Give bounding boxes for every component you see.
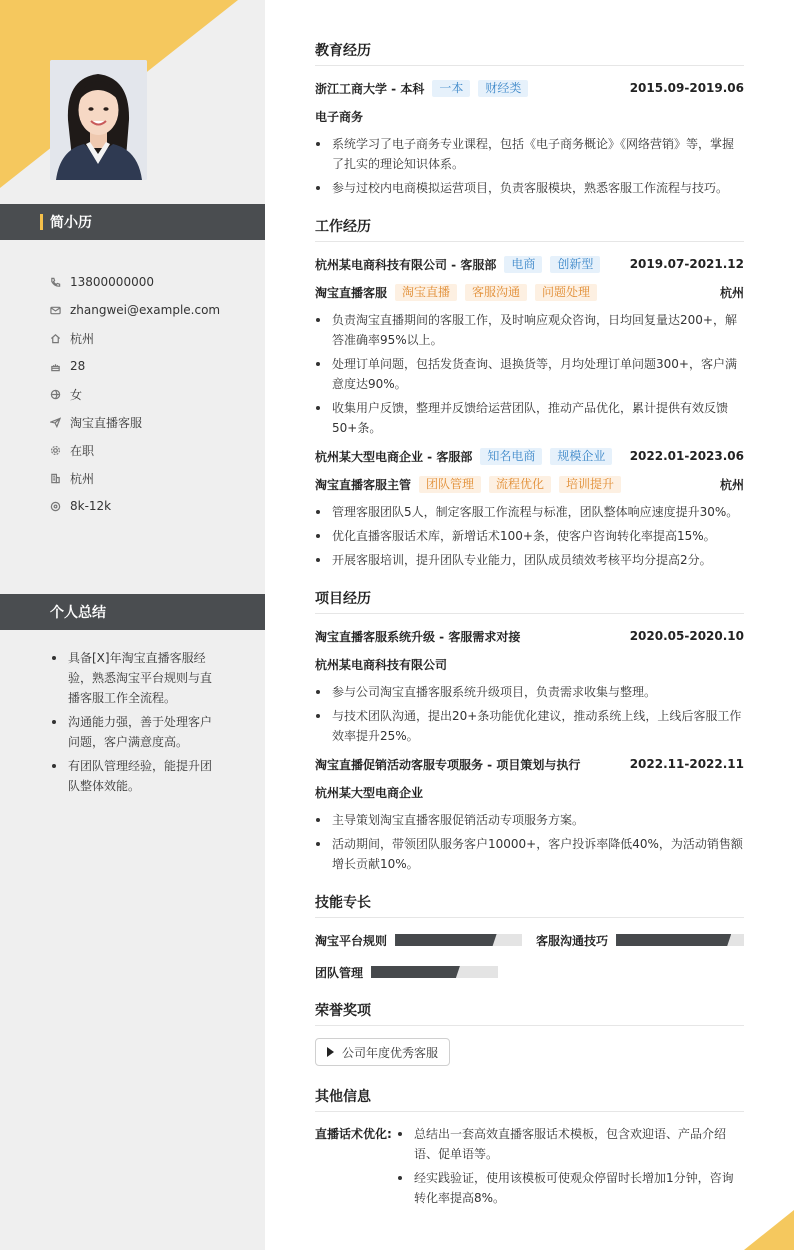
tag: 创新型: [550, 256, 600, 273]
skill-bar: [395, 934, 522, 946]
skill-bar: [616, 934, 744, 946]
tag: 问题处理: [535, 284, 597, 301]
list-item: 管理客服团队5人，制定客服工作流程与标准，团队整体响应速度提升30%。: [315, 502, 744, 522]
list-item: 开展客服培训，提升团队专业能力，团队成员绩效考核平均分提高2分。: [315, 550, 744, 570]
section-title: 工作经历: [315, 216, 744, 242]
list-item: 总结出一套高效直播客服话术模板，包含欢迎语、产品介绍语、促单语等。: [397, 1124, 744, 1164]
info-text: 淘宝直播客服: [70, 415, 143, 430]
tag: 知名电商: [480, 448, 542, 465]
info-status: [50, 436, 250, 464]
info-email: [50, 296, 250, 324]
main-content: [315, 40, 744, 1212]
profile-title-bar: [0, 204, 265, 240]
list-item: 系统学习了电子商务专业课程，包括《电子商务概论》《网络营销》等，掌握了扎实的理论知识体系。: [315, 134, 744, 174]
skill-fill: [371, 966, 460, 978]
other-label: 直播话术优化:: [315, 1127, 392, 1141]
other-bullets: [397, 1124, 744, 1212]
info-phone: [50, 268, 250, 296]
info-text: 8k-12k: [70, 499, 112, 513]
project-name: 淘宝直播客服系统升级 - 客服需求对接: [315, 629, 521, 644]
list-item: 沟通能力强，善于处理客户问题，客户满意度高。: [50, 712, 220, 752]
job-entry: [315, 446, 744, 570]
list-item: 参与公司淘宝直播客服系统升级项目，负责需求收集与整理。: [315, 682, 744, 702]
info-position: [50, 408, 250, 436]
date: 2019.07-2021.12: [629, 257, 744, 271]
project-header: [315, 626, 744, 646]
gender-icon: [50, 387, 70, 401]
skill-name: 客服沟通技巧: [536, 933, 609, 948]
info-text: 28: [70, 359, 86, 373]
info-gender: [50, 380, 250, 408]
skill-bar: [371, 966, 498, 978]
cake-icon: [50, 359, 70, 373]
major-name: 电子商务: [315, 109, 364, 124]
project-entry: [315, 754, 744, 874]
mail-icon: [50, 303, 70, 317]
other-section: [315, 1086, 744, 1212]
corner-decoration: [744, 1210, 794, 1250]
city: 杭州: [719, 477, 744, 492]
info-salary: [50, 492, 250, 520]
tag: 财经类: [478, 80, 528, 97]
list-item: 优化直播客服话术库，新增话术100+条，使客户咨询转化率提高15%。: [315, 526, 744, 546]
project-entry: [315, 626, 744, 746]
skill-fill: [616, 934, 731, 946]
list-item: 主导策划淘宝直播客服促销活动专项服务方案。: [315, 810, 744, 830]
skill-item: [315, 930, 536, 950]
skills-section: [315, 892, 744, 994]
tag: 客服沟通: [465, 284, 527, 301]
project-header: [315, 754, 744, 774]
awards-section: [315, 1000, 744, 1066]
section-title: 项目经历: [315, 588, 744, 614]
education-section: [315, 40, 744, 198]
skills-list: [315, 930, 744, 994]
info-text: 女: [70, 387, 83, 402]
avatar: [50, 60, 147, 180]
projects-section: [315, 588, 744, 874]
job-header: [315, 446, 744, 466]
list-item: 与技术团队沟通，提出20+条功能优化建议，推动系统上线，上线后客服工作效率提升25%。: [315, 706, 744, 746]
major: [315, 106, 744, 126]
info-text: zhangwei@example.com: [70, 303, 221, 317]
tag: 培训提升: [559, 476, 621, 493]
skill-name: 团队管理: [315, 965, 364, 980]
date: 2015.09-2019.06: [629, 81, 744, 95]
info-age: [50, 352, 250, 380]
tag: 团队管理: [419, 476, 481, 493]
job-bullets: [315, 310, 744, 438]
skill-name: 淘宝平台规则: [315, 933, 388, 948]
skill-item: [536, 930, 744, 950]
work-section: [315, 216, 744, 570]
coin-icon: [50, 499, 70, 513]
job-role: [315, 474, 744, 494]
contact-info: [50, 268, 250, 520]
home-icon: [50, 331, 70, 345]
date: 2022.01-2023.06: [629, 449, 744, 463]
tag: 流程优化: [489, 476, 551, 493]
job-bullets: [315, 502, 744, 570]
project-name: 淘宝直播促销活动客服专项服务 - 项目策划与执行: [315, 757, 581, 772]
tag: 电商: [504, 256, 542, 273]
tag: 一本: [432, 80, 470, 97]
phone-icon: [50, 275, 70, 289]
list-item: 参与过校内电商模拟运营项目，负责客服模块，熟悉客服工作流程与技巧。: [315, 178, 744, 198]
info-text: 杭州: [70, 471, 95, 486]
list-item: 经实践验证，使用该模板可使观众停留时长增加1分钟，咨询转化率提高8%。: [397, 1168, 744, 1208]
company-name: 杭州某电商科技有限公司 - 客服部: [315, 257, 497, 272]
sidebar: [0, 0, 265, 1250]
list-item: 具备[X]年淘宝直播客服经验，熟悉淘宝平台规则与直播客服工作全流程。: [50, 648, 220, 708]
date: 2022.11-2022.11: [629, 757, 744, 771]
tag: 规模企业: [550, 448, 612, 465]
info-text: 13800000000: [70, 275, 154, 289]
info-text: 在职: [70, 443, 95, 458]
title-accent: [40, 214, 43, 230]
summary-list: [50, 648, 220, 800]
section-title: 技能专长: [315, 892, 744, 918]
skill-fill: [395, 934, 497, 946]
other-row: [315, 1124, 744, 1212]
list-item: 处理订单问题，包括发货查询、退换货等，月均处理订单问题300+，客户满意度达90%。: [315, 354, 744, 394]
gear-icon: [50, 443, 70, 457]
project-bullets: [315, 810, 744, 874]
summary-title: 个人总结: [50, 605, 106, 621]
send-icon: [50, 415, 70, 429]
school-name: 浙江工商大学 - 本科: [315, 81, 425, 96]
list-item: 活动期间，带领团队服务客户10000+，客户投诉率降低40%，为活动销售额增长贡献10%。: [315, 834, 744, 874]
section-title: 其他信息: [315, 1086, 744, 1112]
tag: 淘宝直播: [395, 284, 457, 301]
org-name: 杭州某大型电商企业: [315, 785, 424, 800]
org-name: 杭州某电商科技有限公司: [315, 657, 448, 672]
role-name: 淘宝直播客服: [315, 285, 388, 300]
info-location: [50, 324, 250, 352]
list-item: 收集用户反馈，整理并反馈给运营团队，推动产品优化，累计提供有效反馈50+条。: [315, 398, 744, 438]
play-icon: [327, 1047, 334, 1057]
list-item: 有团队管理经验，能提升团队整体效能。: [50, 756, 220, 796]
award-name: 公司年度优秀客服: [342, 1045, 439, 1060]
section-title: 荣誉奖项: [315, 1000, 744, 1026]
city: 杭州: [719, 285, 744, 300]
company-name: 杭州某大型电商企业 - 客服部: [315, 449, 473, 464]
role-name: 淘宝直播客服主管: [315, 477, 412, 492]
project-bullets: [315, 682, 744, 746]
education-header: [315, 78, 744, 98]
profile-title: 简小历: [50, 215, 92, 231]
project-org: [315, 654, 744, 674]
skill-item: [315, 962, 536, 982]
building-icon: [50, 471, 70, 485]
education-bullets: [315, 134, 744, 198]
project-org: [315, 782, 744, 802]
info-city: [50, 464, 250, 492]
info-text: 杭州: [70, 331, 95, 346]
job-header: [315, 254, 744, 274]
date: 2020.05-2020.10: [629, 629, 744, 643]
list-item: 负责淘宝直播期间的客服工作，及时响应观众咨询，日均回复量达200+，解答准确率95%以上。: [315, 310, 744, 350]
job-entry: [315, 254, 744, 438]
award-badge: [315, 1038, 450, 1066]
section-title: 教育经历: [315, 40, 744, 66]
summary-title-bar: [0, 594, 265, 630]
job-role: [315, 282, 744, 302]
